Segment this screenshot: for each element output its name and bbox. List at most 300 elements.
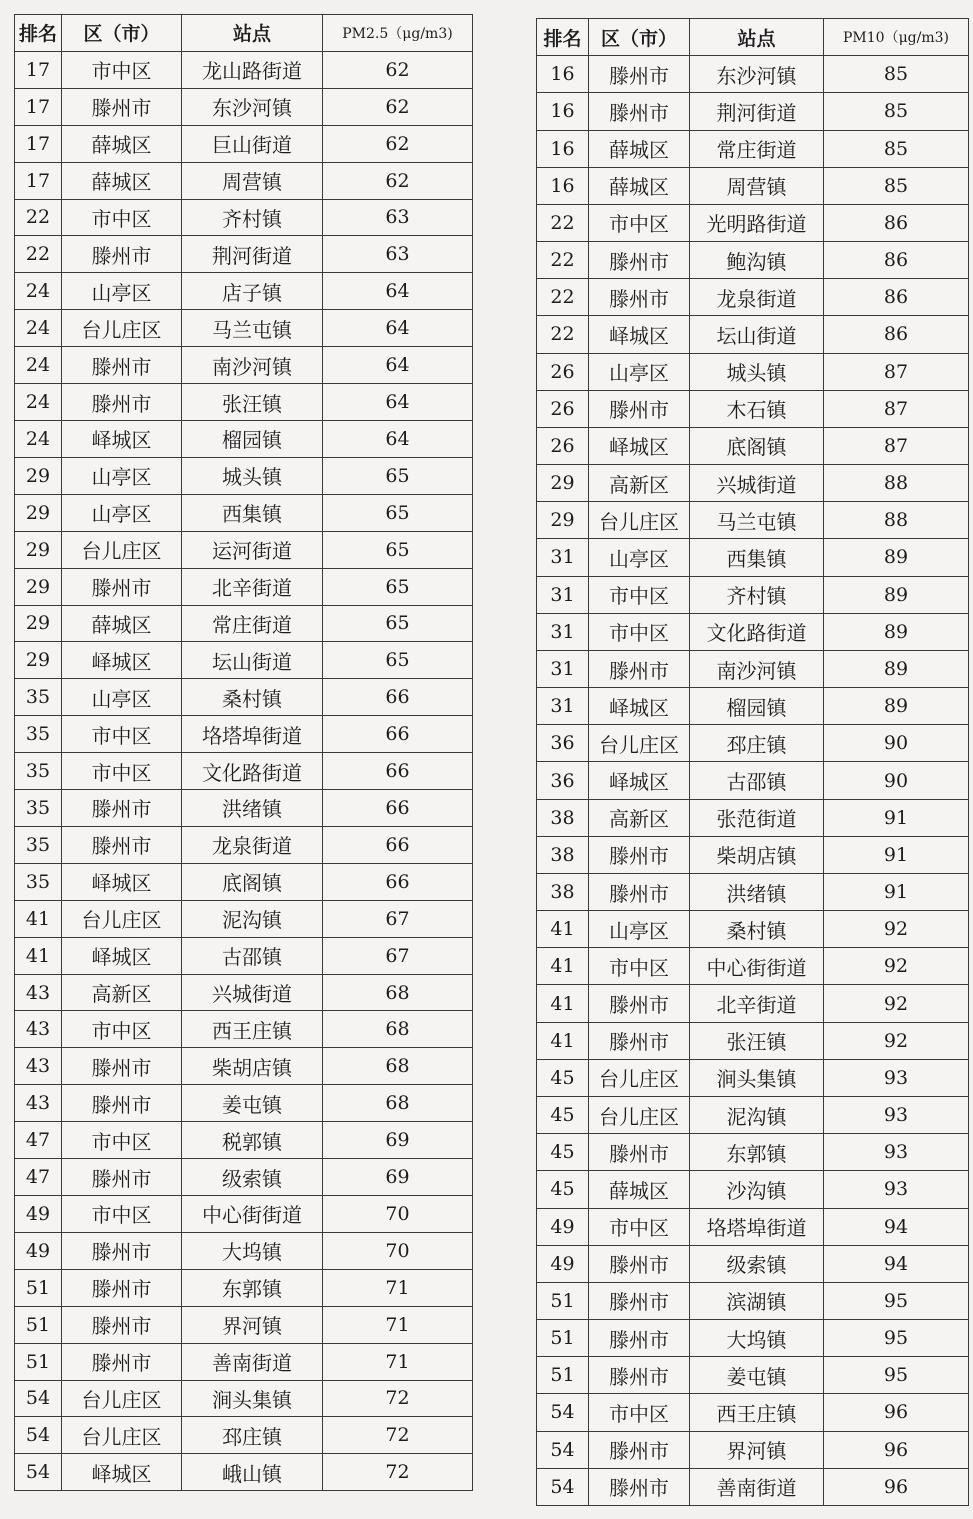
district-cell: 峄城区: [62, 642, 182, 679]
station-cell: 桑村镇: [690, 911, 824, 948]
station-cell: 城头镇: [182, 457, 323, 494]
table-row: [15, 531, 473, 568]
station-cell: 大坞镇: [182, 1232, 323, 1269]
station-cell: 荆河街道: [182, 236, 323, 273]
district-cell: 峄城区: [62, 937, 182, 974]
rank-cell: 36: [537, 762, 589, 799]
header-value: PM2.5（μg/m3): [323, 15, 473, 52]
station-cell: 中心街街道: [690, 948, 824, 985]
rank-cell: 35: [15, 679, 62, 716]
value-cell: 67: [323, 937, 473, 974]
district-cell: 台儿庄区: [589, 502, 690, 539]
station-cell: 洪绪镇: [690, 873, 824, 910]
table-row: [537, 390, 969, 427]
district-cell: 市中区: [62, 51, 182, 88]
pm25-table-body: [15, 51, 473, 1490]
district-cell: 滕州市: [589, 93, 690, 130]
value-cell: 85: [824, 56, 969, 93]
district-cell: 山亭区: [62, 457, 182, 494]
district-cell: 滕州市: [62, 790, 182, 827]
table-row: [15, 1306, 473, 1343]
station-cell: 齐村镇: [690, 576, 824, 613]
rank-cell: 16: [537, 93, 589, 130]
table-row: [537, 1282, 969, 1319]
rank-cell: 43: [15, 1011, 62, 1048]
table-row: [537, 316, 969, 353]
value-cell: 69: [323, 1159, 473, 1196]
station-cell: 界河镇: [690, 1431, 824, 1468]
table-row: [15, 420, 473, 457]
district-cell: 滕州市: [589, 836, 690, 873]
value-cell: 95: [824, 1320, 969, 1357]
value-cell: 71: [323, 1306, 473, 1343]
value-cell: 71: [323, 1343, 473, 1380]
value-cell: 64: [323, 420, 473, 457]
district-cell: 台儿庄区: [62, 1417, 182, 1454]
value-cell: 91: [824, 799, 969, 836]
station-cell: 姜屯镇: [690, 1357, 824, 1394]
table-row: [537, 762, 969, 799]
value-cell: 65: [323, 494, 473, 531]
rank-cell: 29: [537, 502, 589, 539]
station-cell: 西王庄镇: [690, 1394, 824, 1431]
value-cell: 68: [323, 1048, 473, 1085]
rank-cell: 22: [537, 316, 589, 353]
rank-cell: 47: [15, 1159, 62, 1196]
table-row: [537, 427, 969, 464]
rank-cell: 49: [537, 1208, 589, 1245]
rank-cell: 17: [15, 51, 62, 88]
value-cell: 92: [824, 911, 969, 948]
station-cell: 泥沟镇: [182, 900, 323, 937]
station-cell: 涧头集镇: [690, 1059, 824, 1096]
district-cell: 市中区: [589, 204, 690, 241]
rank-cell: 51: [537, 1320, 589, 1357]
value-cell: 96: [824, 1468, 969, 1505]
table-row: [537, 1134, 969, 1171]
rank-cell: 54: [15, 1417, 62, 1454]
value-cell: 85: [824, 167, 969, 204]
district-cell: 高新区: [589, 465, 690, 502]
value-cell: 92: [824, 948, 969, 985]
district-cell: 滕州市: [62, 384, 182, 421]
station-cell: 善南街道: [690, 1468, 824, 1505]
district-cell: 台儿庄区: [62, 1380, 182, 1417]
value-cell: 95: [824, 1282, 969, 1319]
table-row: [15, 494, 473, 531]
district-cell: 山亭区: [62, 273, 182, 310]
rank-cell: 51: [537, 1357, 589, 1394]
station-cell: 滨湖镇: [690, 1282, 824, 1319]
table-row: [15, 1085, 473, 1122]
district-cell: 市中区: [62, 753, 182, 790]
table-row: [537, 1320, 969, 1357]
district-cell: 滕州市: [62, 1048, 182, 1085]
station-cell: 马兰屯镇: [690, 502, 824, 539]
rank-cell: 51: [15, 1269, 62, 1306]
station-cell: 界河镇: [182, 1306, 323, 1343]
table-row: [15, 310, 473, 347]
station-cell: 东沙河镇: [690, 56, 824, 93]
station-cell: 常庄街道: [182, 605, 323, 642]
station-cell: 级索镇: [690, 1245, 824, 1282]
table-row: [15, 679, 473, 716]
rank-cell: 17: [15, 88, 62, 125]
district-cell: 滕州市: [589, 1357, 690, 1394]
station-cell: 坛山街道: [690, 316, 824, 353]
district-cell: 市中区: [62, 199, 182, 236]
table-row: [15, 1048, 473, 1085]
table-row: [15, 1417, 473, 1454]
table-row: [537, 93, 969, 130]
district-cell: 滕州市: [589, 1320, 690, 1357]
rank-cell: 41: [15, 900, 62, 937]
station-cell: 巨山街道: [182, 125, 323, 162]
district-cell: 台儿庄区: [62, 900, 182, 937]
value-cell: 65: [323, 605, 473, 642]
value-cell: 86: [824, 242, 969, 279]
station-cell: 邳庄镇: [690, 725, 824, 762]
rank-cell: 16: [537, 167, 589, 204]
rank-cell: 29: [15, 642, 62, 679]
district-cell: 滕州市: [589, 279, 690, 316]
station-cell: 涧头集镇: [182, 1380, 323, 1417]
station-cell: 沙沟镇: [690, 1171, 824, 1208]
district-cell: 山亭区: [62, 679, 182, 716]
rank-cell: 29: [15, 568, 62, 605]
value-cell: 70: [323, 1196, 473, 1233]
rank-cell: 51: [15, 1306, 62, 1343]
value-cell: 85: [824, 93, 969, 130]
station-cell: 龙泉街道: [690, 279, 824, 316]
value-cell: 72: [323, 1417, 473, 1454]
rank-cell: 54: [537, 1468, 589, 1505]
table-row: [537, 353, 969, 390]
value-cell: 66: [323, 826, 473, 863]
value-cell: 92: [824, 1022, 969, 1059]
value-cell: 69: [323, 1122, 473, 1159]
table-row: [537, 242, 969, 279]
district-cell: 滕州市: [62, 1159, 182, 1196]
station-cell: 榴园镇: [182, 420, 323, 457]
station-cell: 古邵镇: [182, 937, 323, 974]
value-cell: 93: [824, 1096, 969, 1133]
station-cell: 龙山路街道: [182, 51, 323, 88]
table-row: [537, 725, 969, 762]
header-district: 区（市）: [589, 19, 690, 56]
district-cell: 滕州市: [62, 1269, 182, 1306]
header-station: 站点: [182, 15, 323, 52]
district-cell: 滕州市: [589, 56, 690, 93]
rank-cell: 26: [537, 390, 589, 427]
rank-cell: 54: [537, 1431, 589, 1468]
table-row: [537, 1208, 969, 1245]
table-row: [537, 613, 969, 650]
rank-cell: 22: [537, 242, 589, 279]
table-row: [15, 88, 473, 125]
table-row: [15, 1343, 473, 1380]
district-cell: 市中区: [589, 613, 690, 650]
district-cell: 市中区: [62, 1011, 182, 1048]
table-row: [15, 790, 473, 827]
value-cell: 86: [824, 204, 969, 241]
district-cell: 滕州市: [589, 1468, 690, 1505]
district-cell: 台儿庄区: [62, 310, 182, 347]
rank-cell: 43: [15, 1085, 62, 1122]
district-cell: 薛城区: [62, 125, 182, 162]
station-cell: 北辛街道: [690, 985, 824, 1022]
table-row: [537, 836, 969, 873]
table-row: [537, 873, 969, 910]
district-cell: 市中区: [589, 1208, 690, 1245]
district-cell: 峄城区: [62, 1454, 182, 1491]
rank-cell: 31: [537, 576, 589, 613]
value-cell: 93: [824, 1059, 969, 1096]
rank-cell: 54: [15, 1380, 62, 1417]
table-row: [537, 1357, 969, 1394]
district-cell: 滕州市: [589, 1245, 690, 1282]
district-cell: 滕州市: [589, 390, 690, 427]
table-row: [537, 1245, 969, 1282]
pm10-ranking-table: [536, 18, 969, 1506]
rank-cell: 38: [537, 799, 589, 836]
station-cell: 光明路街道: [690, 204, 824, 241]
rank-cell: 51: [15, 1343, 62, 1380]
station-cell: 龙泉街道: [182, 826, 323, 863]
district-cell: 滕州市: [589, 650, 690, 687]
value-cell: 94: [824, 1208, 969, 1245]
table-row: [15, 1232, 473, 1269]
district-cell: 台儿庄区: [589, 1096, 690, 1133]
district-cell: 峄城区: [62, 420, 182, 457]
station-cell: 周营镇: [182, 162, 323, 199]
table-row: [15, 1011, 473, 1048]
district-cell: 高新区: [589, 799, 690, 836]
value-cell: 71: [323, 1269, 473, 1306]
district-cell: 滕州市: [589, 1134, 690, 1171]
station-cell: 城头镇: [690, 353, 824, 390]
rank-cell: 16: [537, 130, 589, 167]
rank-cell: 49: [537, 1245, 589, 1282]
table-row: [537, 539, 969, 576]
district-cell: 滕州市: [62, 236, 182, 273]
rank-cell: 35: [15, 716, 62, 753]
station-cell: 柴胡店镇: [182, 1048, 323, 1085]
table-row: [537, 948, 969, 985]
table-row: [537, 985, 969, 1022]
district-cell: 滕州市: [589, 1431, 690, 1468]
station-cell: 西王庄镇: [182, 1011, 323, 1048]
rank-cell: 47: [15, 1122, 62, 1159]
table-row: [15, 236, 473, 273]
district-cell: 市中区: [589, 576, 690, 613]
value-cell: 63: [323, 199, 473, 236]
value-cell: 92: [824, 985, 969, 1022]
station-cell: 北辛街道: [182, 568, 323, 605]
station-cell: 常庄街道: [690, 130, 824, 167]
table-row: [15, 937, 473, 974]
rank-cell: 17: [15, 162, 62, 199]
value-cell: 86: [824, 316, 969, 353]
station-cell: 文化路街道: [182, 753, 323, 790]
station-cell: 南沙河镇: [690, 650, 824, 687]
value-cell: 90: [824, 725, 969, 762]
rank-cell: 38: [537, 836, 589, 873]
district-cell: 峄城区: [589, 762, 690, 799]
value-cell: 88: [824, 465, 969, 502]
district-cell: 滕州市: [589, 873, 690, 910]
table-row: [15, 974, 473, 1011]
station-cell: 南沙河镇: [182, 347, 323, 384]
value-cell: 94: [824, 1245, 969, 1282]
table-row: [15, 1269, 473, 1306]
station-cell: 马兰屯镇: [182, 310, 323, 347]
station-cell: 泥沟镇: [690, 1096, 824, 1133]
station-cell: 级索镇: [182, 1159, 323, 1196]
rank-cell: 31: [537, 650, 589, 687]
value-cell: 65: [323, 531, 473, 568]
district-cell: 薛城区: [62, 605, 182, 642]
rank-cell: 45: [537, 1171, 589, 1208]
value-cell: 95: [824, 1357, 969, 1394]
table-row: [15, 51, 473, 88]
district-cell: 峄城区: [62, 863, 182, 900]
rank-cell: 54: [537, 1394, 589, 1431]
district-cell: 市中区: [62, 1196, 182, 1233]
district-cell: 山亭区: [589, 539, 690, 576]
value-cell: 65: [323, 457, 473, 494]
table-row: [537, 688, 969, 725]
rank-cell: 35: [15, 863, 62, 900]
value-cell: 64: [323, 384, 473, 421]
district-cell: 市中区: [62, 1122, 182, 1159]
table-row: [537, 1431, 969, 1468]
table-row: [15, 347, 473, 384]
table-row: [15, 457, 473, 494]
district-cell: 滕州市: [589, 1022, 690, 1059]
header-district: 区（市）: [62, 15, 182, 52]
value-cell: 64: [323, 273, 473, 310]
district-cell: 市中区: [589, 1394, 690, 1431]
value-cell: 66: [323, 790, 473, 827]
district-cell: 滕州市: [62, 1232, 182, 1269]
station-cell: 古邵镇: [690, 762, 824, 799]
station-cell: 桑村镇: [182, 679, 323, 716]
header-station: 站点: [690, 19, 824, 56]
pm25-ranking-table: [14, 14, 473, 1491]
station-cell: 姜屯镇: [182, 1085, 323, 1122]
rank-cell: 22: [15, 199, 62, 236]
rank-cell: 43: [15, 1048, 62, 1085]
table-row: [537, 1394, 969, 1431]
table-row: [537, 650, 969, 687]
station-cell: 税郭镇: [182, 1122, 323, 1159]
rank-cell: 35: [15, 826, 62, 863]
table-row: [537, 1059, 969, 1096]
district-cell: 薛城区: [62, 162, 182, 199]
district-cell: 薛城区: [589, 167, 690, 204]
value-cell: 62: [323, 125, 473, 162]
table-row: [15, 568, 473, 605]
rank-cell: 29: [15, 605, 62, 642]
district-cell: 滕州市: [62, 88, 182, 125]
station-cell: 底阁镇: [182, 863, 323, 900]
value-cell: 90: [824, 762, 969, 799]
rank-cell: 22: [537, 204, 589, 241]
station-cell: 运河街道: [182, 531, 323, 568]
station-cell: 店子镇: [182, 273, 323, 310]
table-row: [15, 605, 473, 642]
rank-cell: 29: [15, 494, 62, 531]
table-row: [15, 1196, 473, 1233]
rank-cell: 41: [537, 1022, 589, 1059]
rank-cell: 31: [537, 539, 589, 576]
district-cell: 山亭区: [589, 353, 690, 390]
value-cell: 66: [323, 863, 473, 900]
station-cell: 齐村镇: [182, 199, 323, 236]
rank-cell: 54: [15, 1454, 62, 1491]
district-cell: 滕州市: [62, 1085, 182, 1122]
station-cell: 东沙河镇: [182, 88, 323, 125]
value-cell: 63: [323, 236, 473, 273]
table-row: [537, 911, 969, 948]
district-cell: 薛城区: [589, 1171, 690, 1208]
station-cell: 兴城街道: [182, 974, 323, 1011]
station-cell: 周营镇: [690, 167, 824, 204]
rank-cell: 16: [537, 56, 589, 93]
rank-cell: 26: [537, 353, 589, 390]
district-cell: 台儿庄区: [589, 725, 690, 762]
table-row: [15, 273, 473, 310]
station-cell: 西集镇: [182, 494, 323, 531]
value-cell: 66: [323, 716, 473, 753]
rank-cell: 41: [537, 985, 589, 1022]
table-row: [15, 1159, 473, 1196]
station-cell: 鲍沟镇: [690, 242, 824, 279]
rank-cell: 38: [537, 873, 589, 910]
table-row: [537, 1468, 969, 1505]
value-cell: 89: [824, 539, 969, 576]
station-cell: 大坞镇: [690, 1320, 824, 1357]
district-cell: 滕州市: [62, 1343, 182, 1380]
district-cell: 滕州市: [62, 826, 182, 863]
district-cell: 峄城区: [589, 427, 690, 464]
station-cell: 东郭镇: [690, 1134, 824, 1171]
rank-cell: 22: [15, 236, 62, 273]
rank-cell: 31: [537, 688, 589, 725]
station-cell: 荆河街道: [690, 93, 824, 130]
station-cell: 峨山镇: [182, 1454, 323, 1491]
station-cell: 底阁镇: [690, 427, 824, 464]
district-cell: 滕州市: [589, 242, 690, 279]
rank-cell: 24: [15, 310, 62, 347]
value-cell: 88: [824, 502, 969, 539]
district-cell: 滕州市: [589, 985, 690, 1022]
value-cell: 65: [323, 642, 473, 679]
table-row: [537, 130, 969, 167]
header-rank: 排名: [15, 15, 62, 52]
station-cell: 垎塔埠街道: [182, 716, 323, 753]
rank-cell: 17: [15, 125, 62, 162]
table-header-row: [15, 15, 473, 52]
value-cell: 65: [323, 568, 473, 605]
station-cell: 兴城街道: [690, 465, 824, 502]
table-row: [537, 502, 969, 539]
value-cell: 89: [824, 613, 969, 650]
table-row: [15, 384, 473, 421]
rank-cell: 24: [15, 384, 62, 421]
station-cell: 邳庄镇: [182, 1417, 323, 1454]
